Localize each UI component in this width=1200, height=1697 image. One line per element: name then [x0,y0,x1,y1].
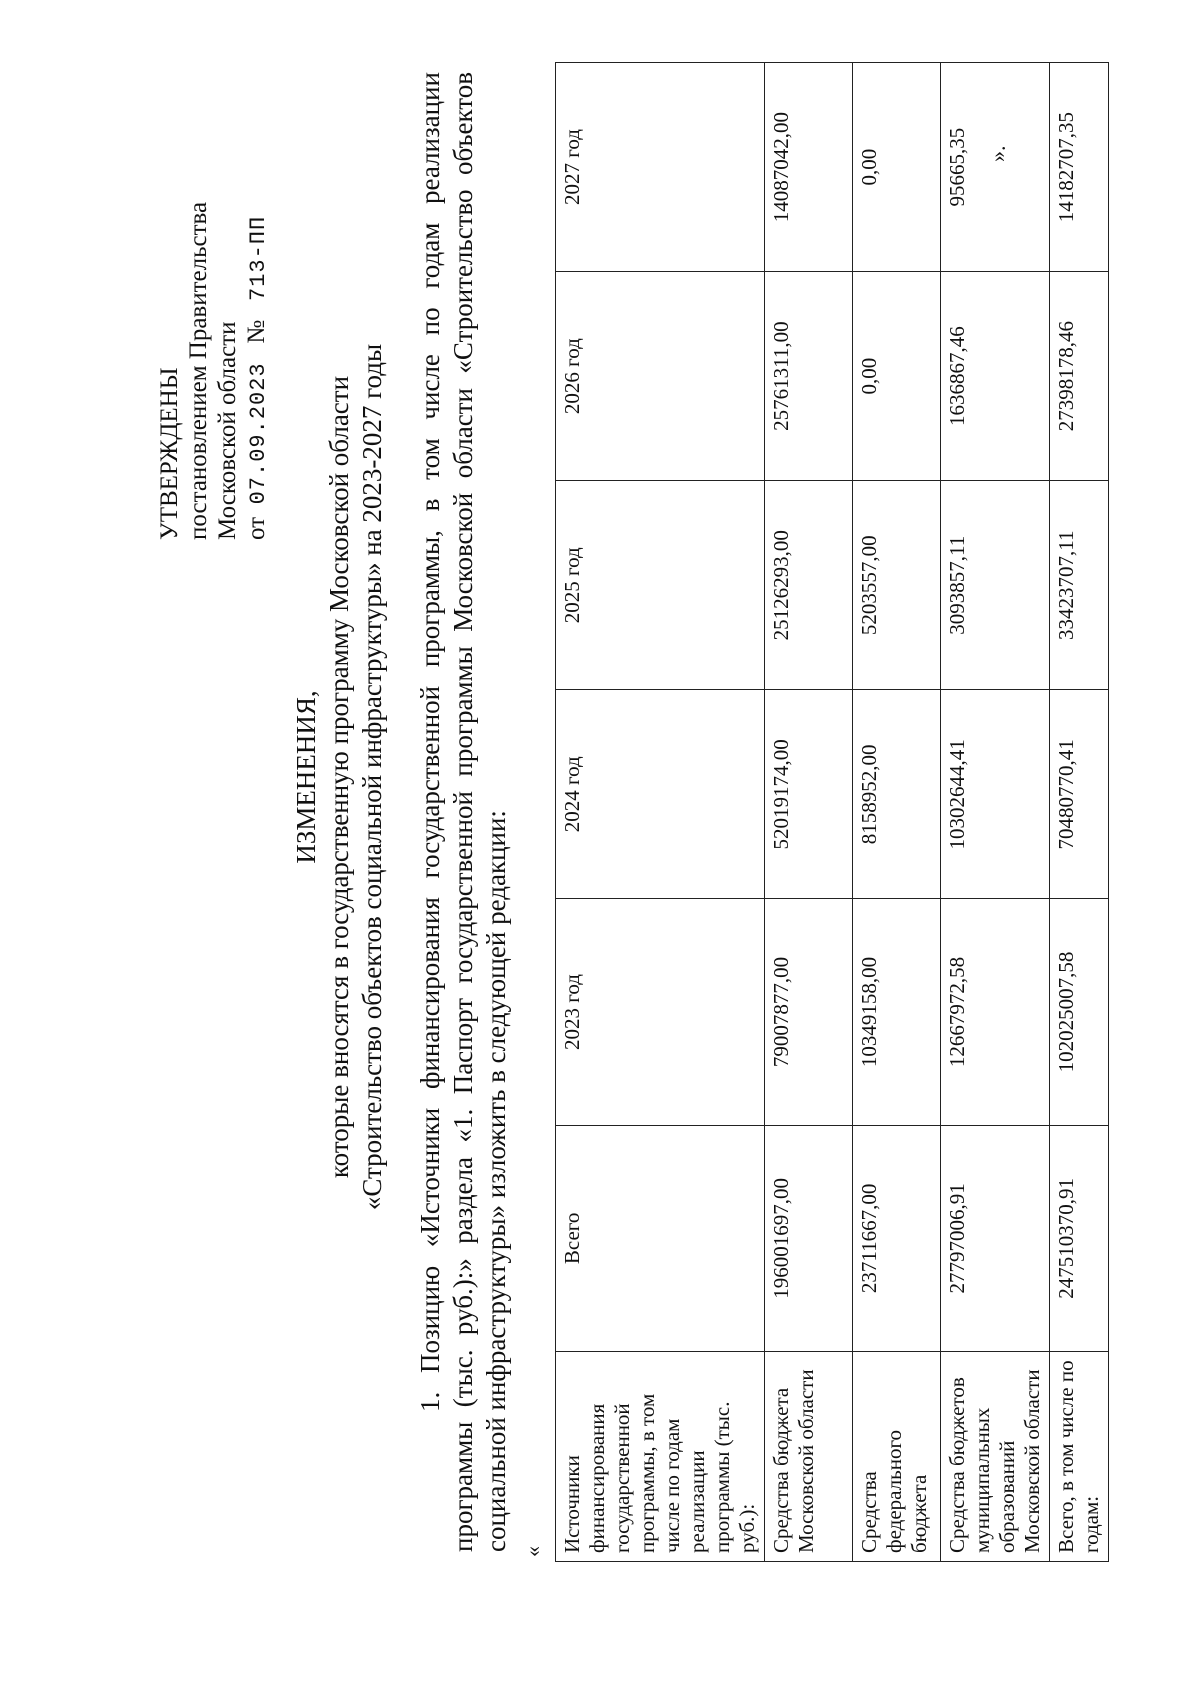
table-row-total [1050,63,1109,1562]
approval-from: от [243,516,270,540]
table-header-row [556,63,765,1562]
cell-2026: 25761311,00 [765,272,853,481]
cell-2024: 8158952,00 [853,690,941,899]
cell-2025: 33423707,11 [1050,481,1109,690]
approval-heading: УТВЕРЖДЕНЫ [156,367,183,540]
header-2023: 2023 год [556,899,765,1125]
cell-2025: 25126293,00 [765,481,853,690]
approval-region: Московской области [214,321,241,540]
cell-2027: 95665,35 [941,63,1050,272]
body-paragraph: 1. Позицию «Источники финансирования государственной программы, в том числе по годам реализации программы (тыс. руб.):» раздела «1. Паспорт государственной программы Московской области «Строительство объектов социальной инфраструктуры» изложить в следующей редакции: [415,72,511,1552]
row-label: Всего, в том числе по годам: [1050,1352,1109,1562]
cell-2023: 102025007,58 [1050,899,1109,1125]
table-row-federal-budget [853,63,941,1562]
financing-table [555,62,1109,1562]
table-row-municipal-budgets [941,63,1050,1562]
header-sources: Источники финансирования государственной программы, в том числе по годам реализации программы (тыс. руб.): [556,1352,765,1562]
cell-2024: 52019174,00 [765,690,853,899]
row-label: Средства бюджетов муниципальных образований Московской области [941,1352,1050,1562]
header-2027: 2027 год [556,63,765,272]
approval-number: 713-ПП [246,215,271,301]
cell-2027: 14182707,35 [1050,63,1109,272]
cell-2024: 10302644,41 [941,690,1050,899]
cell-total: 23711667,00 [853,1125,941,1351]
document-title [290,187,389,1367]
cell-2024: 70480770,41 [1050,690,1109,899]
approval-date: 07.09.2023 [246,362,271,505]
approval-by: постановлением Правительства [185,201,212,540]
header-2024: 2024 год [556,690,765,899]
cell-2023: 12667972,58 [941,899,1050,1125]
title-line-2: которые вносятся в государственную программу Московской области [324,375,354,1179]
cell-2023: 10349158,00 [853,899,941,1125]
cell-total: 196001697,00 [765,1125,853,1351]
approval-block [155,202,273,540]
cell-2027: 14087042,00 [765,63,853,272]
approval-date-line [242,202,273,540]
cell-total: 247510370,91 [1050,1125,1109,1351]
cell-2027: 0,00 [853,63,941,272]
header-total: Всего [556,1125,765,1351]
close-quote-mark: ». [985,145,1010,162]
cell-2026: 27398178,46 [1050,272,1109,481]
cell-2026: 0,00 [853,272,941,481]
row-label: Средства бюджета Московской области [765,1352,853,1562]
header-2025: 2025 год [556,481,765,690]
title-line-3: «Строительство объектов социальной инфраструктуры» на 2023-2027 годы [357,343,387,1211]
cell-2025: 5203557,00 [853,481,941,690]
approval-number-sign: № [243,319,270,344]
table-row-regional-budget [765,63,853,1562]
title-heading: ИЗМЕНЕНИЯ, [291,690,321,864]
cell-total: 27797006,91 [941,1125,1050,1351]
row-label: Средства федерального бюджета [853,1352,941,1562]
cell-2026: 1636867,46 [941,272,1050,481]
cell-2025: 3093857,11 [941,481,1050,690]
open-quote-mark: « [520,1546,545,1557]
cell-2023: 79007877,00 [765,899,853,1125]
header-2026: 2026 год [556,272,765,481]
